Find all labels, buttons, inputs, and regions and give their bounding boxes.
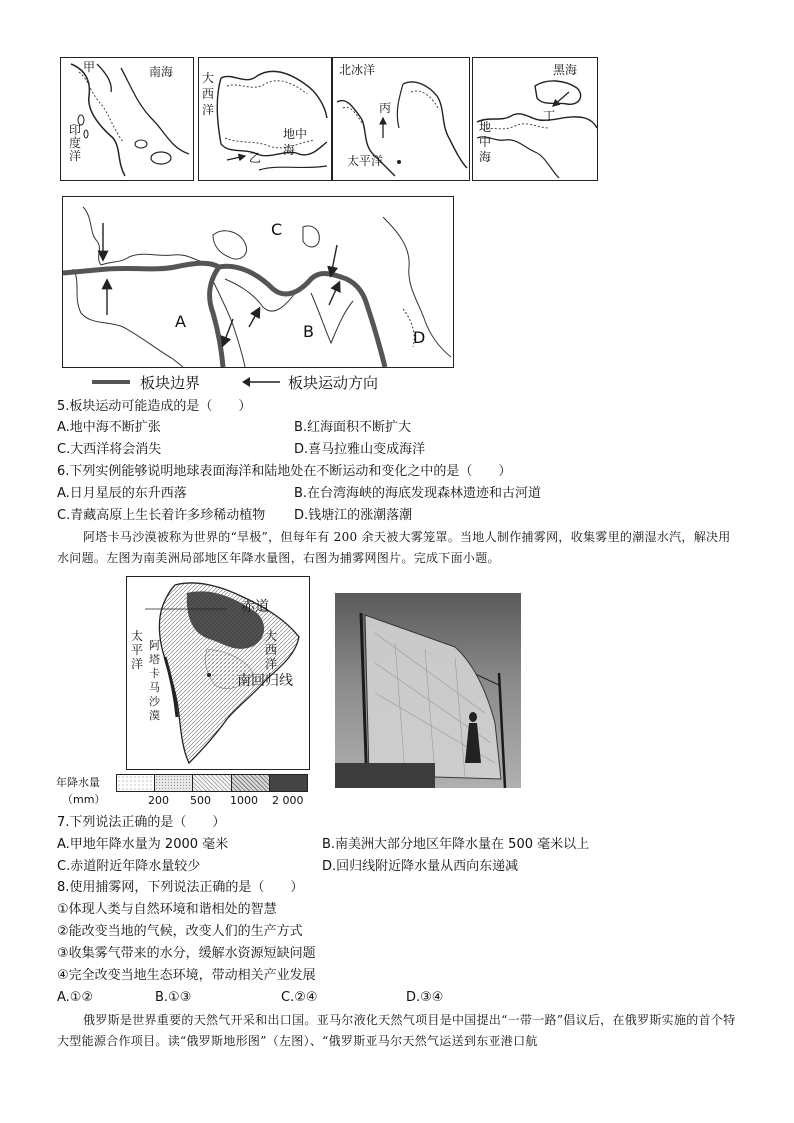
- passage-russia: 俄罗斯是世界重要的天然气开采和出口国。亚马尔液化天然气项目是中国提出“一带一路”倡议后，在俄罗斯实施的首个特大型能源合作项目。读“俄罗斯地形图”（左图）、“俄罗斯亚马尔天然气运送到东亚港口航: [57, 1013, 736, 1048]
- precip-legend: [56, 772, 316, 808]
- q8-statement-4: ④完全改变当地生态环境，带动相关产业发展: [57, 968, 316, 983]
- q8-statement-2: ②能改变当地的气候，改变人们的生产方式: [57, 924, 303, 939]
- q7-option-a[interactable]: A.甲地年降水量为 2000 毫米: [57, 837, 229, 852]
- map-mediterranean: [198, 57, 332, 181]
- label-black-sea: 黑海: [553, 63, 578, 77]
- legend-arrow-icon: [242, 376, 282, 388]
- label-mediterranean-2: 地中海: [479, 120, 492, 164]
- precip-legend-title: 年降水量: [56, 776, 100, 789]
- legend-direction-label: 板块运动方向: [288, 374, 379, 392]
- label-tropic: 南回归线: [237, 673, 293, 689]
- plate-label-b: B: [303, 322, 314, 341]
- label-pacific-sa: 太平洋: [131, 629, 144, 671]
- q6-option-d[interactable]: D.钱塘江的涨潮落潮: [294, 508, 413, 523]
- label-atacama: 阿塔卡马沙漠: [149, 639, 160, 722]
- q7-stem: 7.下列说法正确的是（ ）: [57, 815, 226, 830]
- q8-stem: 8.使用捕雾网，下列说法正确的是（ ）: [57, 880, 304, 895]
- label-bing: 丙: [379, 101, 392, 115]
- tick-500: 500: [190, 794, 211, 807]
- label-equator: 赤道: [241, 599, 269, 615]
- map-black-sea: [472, 57, 598, 181]
- q6-option-a[interactable]: A.日月星辰的东升西落: [57, 486, 187, 501]
- tick-1000: 1000: [230, 794, 258, 807]
- q5-option-b[interactable]: B.红海面积不断扩大: [294, 420, 412, 435]
- q5-option-c[interactable]: C.大西洋将会消失: [57, 442, 162, 457]
- plate-label-a: A: [175, 312, 186, 331]
- q5-stem: 5.板块运动可能造成的是（ ）: [57, 399, 252, 414]
- q5-option-a[interactable]: A.地中海不断扩张: [57, 420, 161, 435]
- label-ding: 丁: [543, 109, 556, 123]
- q7-option-b[interactable]: B.南美洲大部分地区年降水量在 500 毫米以上: [322, 837, 590, 852]
- passage-atacama: 阿塔卡马沙漠被称为世界的“旱极”，但每年有 200 余天被大雾笼罩。当地人制作捕雾网，收集雾里的潮湿水汽，解决用水问题。左图为南美洲局部地区年降水量图，右图为捕雾网图片。完成下面小题。: [57, 530, 731, 565]
- south-america-precip-map: [126, 576, 310, 770]
- label-atlantic-sa: 大西洋: [265, 629, 278, 671]
- legend-boundary-line: [92, 380, 130, 384]
- map-south-china-sea: [60, 57, 194, 181]
- q8-option-b[interactable]: B.①③: [155, 990, 192, 1005]
- fog-net-photo: [335, 593, 521, 788]
- q6-option-c[interactable]: C.青藏高原上生长着许多珍稀动植物: [57, 508, 266, 523]
- label-yi: 乙: [249, 151, 262, 165]
- q8-option-a[interactable]: A.①②: [57, 990, 94, 1005]
- q5-option-d[interactable]: D.喜马拉雅山变成海洋: [294, 442, 426, 457]
- plate-label-d: D: [413, 328, 426, 347]
- label-jia: 甲: [83, 60, 96, 74]
- label-atlantic: 大西洋: [202, 71, 215, 117]
- q6-option-b[interactable]: B.在台湾海峡的海底发现森林遗迹和古河道: [294, 486, 542, 501]
- label-pacific: 太平洋: [347, 154, 384, 168]
- label-arctic: 北冰洋: [339, 63, 376, 77]
- q8-statement-3: ③收集雾气带来的水分，缓解水资源短缺问题: [57, 946, 316, 961]
- precip-legend-unit: （mm）: [62, 793, 106, 806]
- label-mediterranean: 地中海: [283, 127, 308, 157]
- plate-label-c: C: [271, 220, 283, 239]
- plate-boundary-map: [62, 196, 454, 368]
- q8-statement-1: ①体现人类与自然环境和谐相处的智慧: [57, 902, 277, 917]
- tick-2000: 2 000: [272, 794, 304, 807]
- legend-boundary-label: 板块边界: [140, 374, 201, 392]
- q8-option-d[interactable]: D.③④: [406, 990, 444, 1005]
- tick-200: 200: [148, 794, 169, 807]
- plate-legend: [92, 372, 412, 392]
- label-indian-ocean: 印度洋: [69, 123, 83, 163]
- q7-option-d[interactable]: D.回归线附近降水量从西向东递减: [322, 859, 519, 874]
- q8-option-c[interactable]: C.②④: [281, 990, 318, 1005]
- map-bering: [332, 57, 470, 181]
- q6-stem: 6.下列实例能够说明地球表面海洋和陆地处在不断运动和变化之中的是（ ）: [57, 464, 512, 479]
- precip-legend-bar: [116, 774, 308, 792]
- q7-option-c[interactable]: C.赤道附近年降水量较少: [57, 859, 201, 874]
- label-south-sea: 南海: [149, 65, 174, 79]
